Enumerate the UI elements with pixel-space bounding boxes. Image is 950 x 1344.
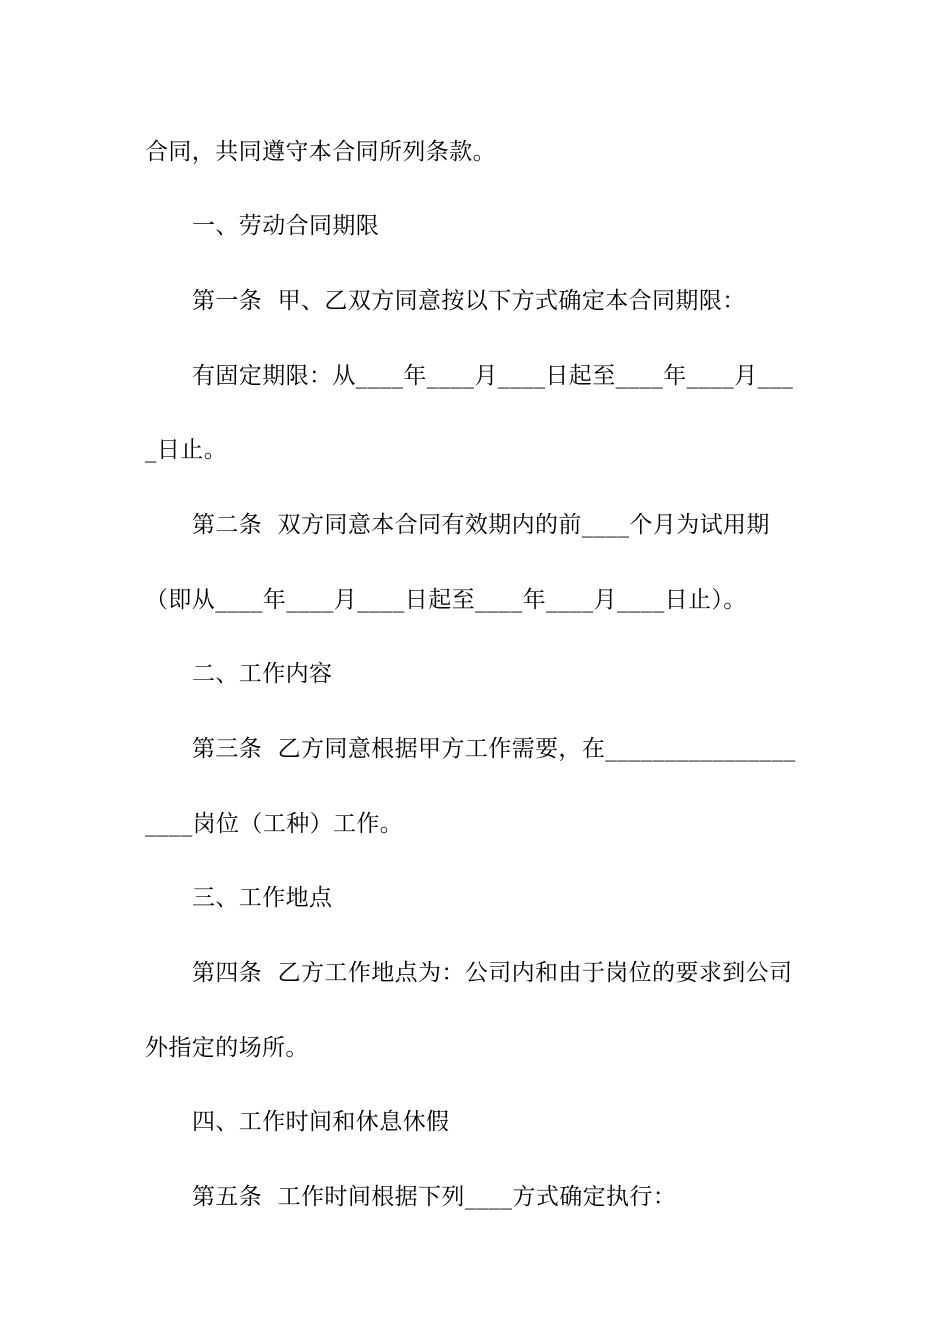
paragraph-continuation: 合同，共同遵守本合同所列条款。 [145, 139, 496, 165]
article-2: 第二条 双方同意本合同有效期内的前____个月为试用期 [192, 512, 770, 538]
section-heading-workplace: 三、工作地点 [192, 885, 333, 911]
article-4: 第四条 乙方工作地点为：公司内和由于岗位的要求到公司 [192, 960, 793, 986]
section-heading-contract-term: 一、劳动合同期限 [192, 213, 380, 239]
article-1-fixed-term: 有固定期限：从____年____月____日起至____年____月___ [192, 363, 794, 389]
section-heading-job-content: 二、工作内容 [192, 661, 333, 687]
article-1: 第一条 甲、乙双方同意按以下方式确定本合同期限： [192, 288, 746, 314]
article-1-fixed-term-continuation: _日止。 [145, 437, 228, 463]
article-2-continuation: （即从____年____月____日起至____年____月____日止）。 [145, 587, 747, 613]
article-3: 第三条 乙方同意根据甲方工作需要，在________________ [192, 736, 796, 762]
article-5: 第五条 工作时间根据下列____方式确定执行： [192, 1184, 677, 1210]
article-4-continuation: 外指定的场所。 [145, 1035, 309, 1061]
section-heading-working-hours: 四、工作时间和休息休假 [192, 1109, 450, 1135]
article-3-continuation: ____岗位（工种）工作。 [145, 811, 404, 837]
